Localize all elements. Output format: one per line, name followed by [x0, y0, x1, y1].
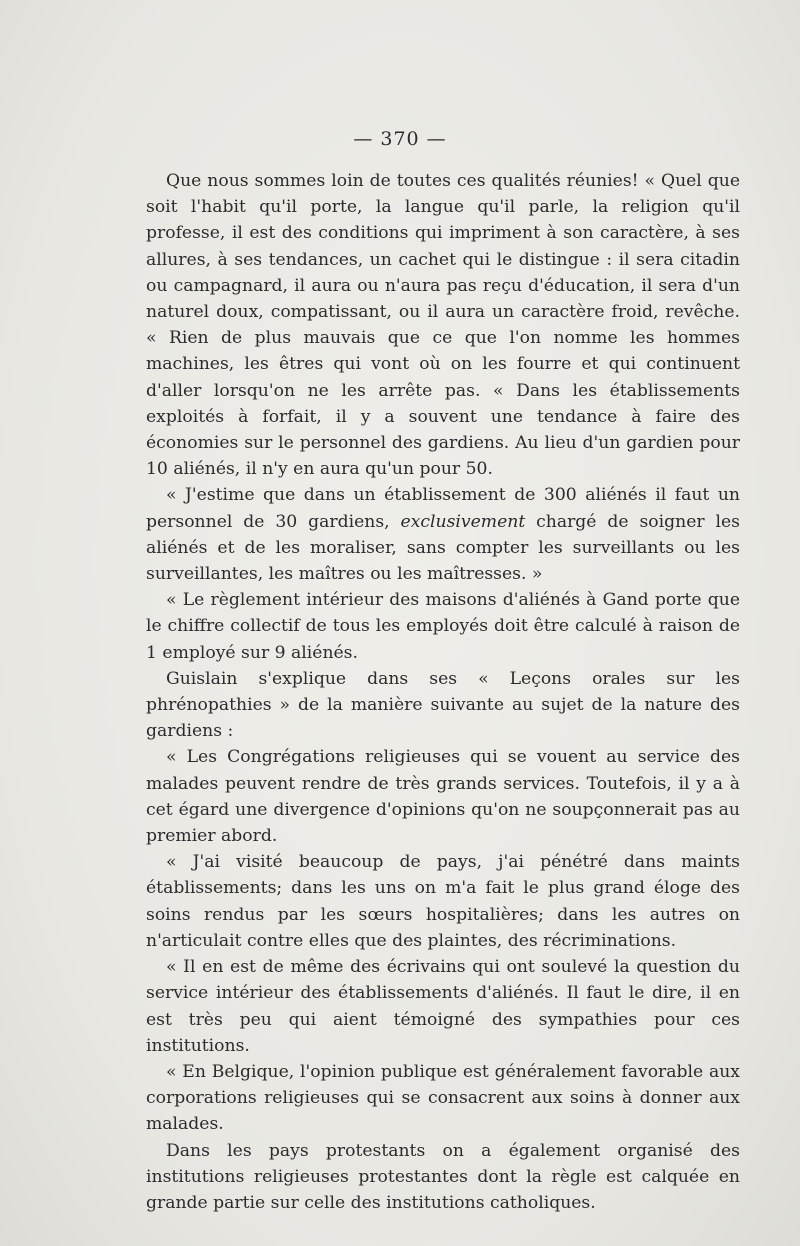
paragraph-2-italic: exclusivement	[400, 511, 526, 532]
body-text	[146, 168, 740, 1216]
paragraph-7: « Il en est de même des écrivains qui ont soulevé la question du service intérieur des établissements d'aliénés. Il faut le dire, il en est très peu qui aient témoigné des sympathies pour ces institutions.	[146, 957, 740, 1056]
paragraph-2	[146, 482, 740, 587]
paragraph-8: « En Belgique, l'opinion publique est généralement favorable aux corporations religieuses qui se consacrent aux soins à donner aux malades.	[146, 1061, 740, 1135]
paragraph-5: « Les Congrégations religieuses qui se vouent au service des malades peuvent rendre de très grands services. Toutefois, il y a à cet égard une divergence d'opinions qu'on ne soupçonnerait pas au premier abord.	[146, 747, 740, 847]
paragraph-2-part-1: « J'estime que dans un établissement de 300 aliénés il faut un personnel de 30 gardiens,	[146, 485, 740, 532]
paragraph-9: Dans les pays protestants on a également organisé des institutions religieuses protestantes dont la règle est calquée en grande partie sur celle des institutions catholiques.	[146, 1140, 740, 1213]
paragraph-1: Que nous sommes loin de toutes ces qualités réunies! « Quel que soit l'habit qu'il porte, la langue qu'il parle, la religion qu'il professe, il est des conditions qui impriment à son caractère, à ses allures, à ses tendances, un cachet qui le distingue : il sera citadin ou campagnard, il aura ou n'aura pas reçu d'éducation, il sera d'un naturel doux, compatissant, ou il aura un caractère froid, revêche. « Rien de plus mauvais que ce que l'on nomme les hommes machines, les êtres qui vont où on les fourre et qui continuent d'aller lorsqu'on ne les arrête pas. « Dans les établissements exploités à forfait, il y a souvent une tendance à faire des économies sur le personnel des gardiens. Au lieu d'un gardien pour 10 aliénés, il n'y en aura qu'un pour 50.	[146, 171, 740, 480]
paragraph-4: Guislain s'explique dans ses « Leçons orales sur les phrénopathies » de la manière suivante au sujet de la nature des gardiens :	[146, 668, 740, 742]
paragraph-6: « J'ai visité beaucoup de pays, j'ai pénétré dans maints établissements; dans les uns on m'a fait le plus grand éloge des soins rendus par les sœurs hospitalières; dans les autres on n'articulait contre elles que des plaintes, des récriminations.	[146, 852, 740, 951]
paragraph-3: « Le règlement intérieur des maisons d'aliénés à Gand porte que le chiffre collectif de tous les employés doit être calculé à raison de 1 employé sur 9 aliénés.	[146, 590, 740, 663]
page-number: — 370 —	[353, 128, 447, 150]
paragraph-2-part-2: chargé de soigner les aliénés et de les moraliser, sans compter les surveillants ou les surveillantes, les maîtres ou les maîtresses. »	[146, 511, 740, 585]
